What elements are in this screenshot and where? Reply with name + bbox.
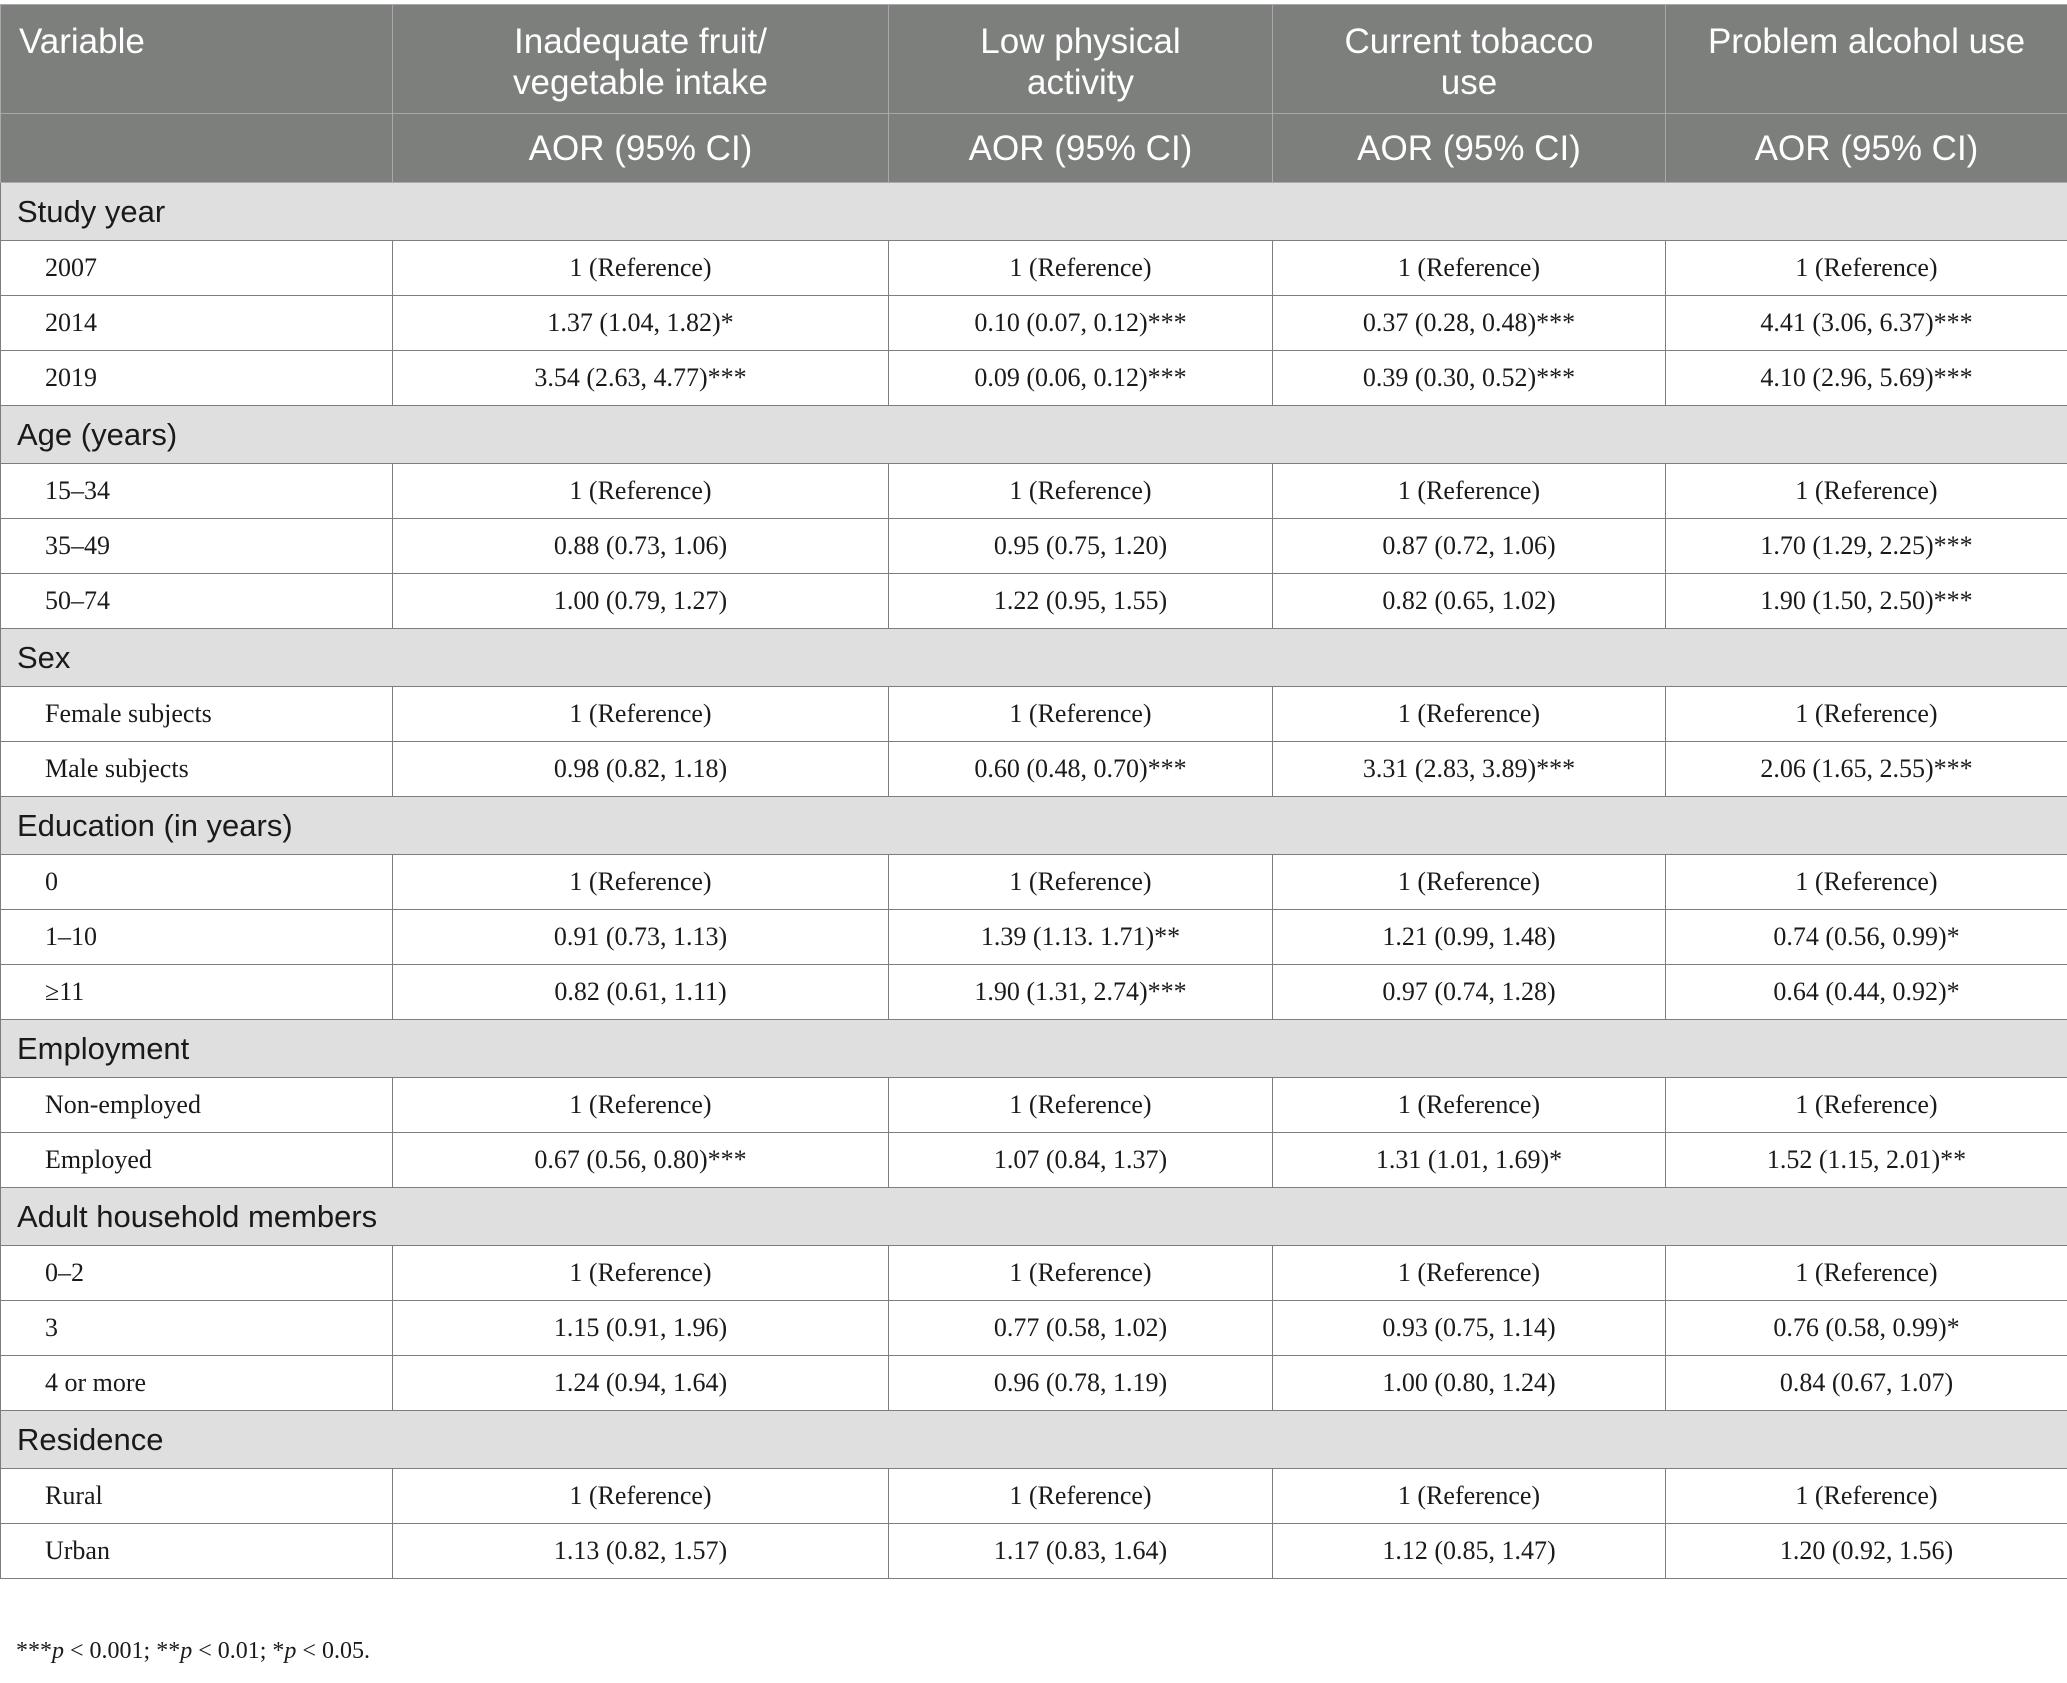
aor-cell: 1 (Reference): [889, 855, 1273, 910]
table-row: [1, 910, 2067, 965]
aor-cell: 1 (Reference): [889, 1469, 1273, 1524]
aor-cell: 3.54 (2.63, 4.77)***: [393, 351, 889, 406]
row-label: 0–2: [1, 1246, 393, 1301]
table-row: [1, 519, 2067, 574]
header-tobacco-label: Current tobacco use: [1344, 22, 1594, 102]
aor-cell: 1 (Reference): [889, 687, 1273, 742]
row-label: 4 or more: [1, 1356, 393, 1411]
row-label: Female subjects: [1, 687, 393, 742]
aor-cell: 1 (Reference): [1273, 1078, 1666, 1133]
group-title: Residence: [1, 1411, 2067, 1469]
aor-cell: 1 (Reference): [393, 1246, 889, 1301]
table-row: [1, 574, 2067, 629]
aor-cell: 1 (Reference): [1273, 1469, 1666, 1524]
table-row: [1, 1356, 2067, 1411]
table-row: [1, 965, 2067, 1020]
group-row: [1, 1188, 2067, 1246]
table-row: [1, 742, 2067, 797]
header-fruit-vegetable: [393, 5, 889, 114]
aor-cell: 4.41 (3.06, 6.37)***: [1666, 296, 2067, 351]
row-label: Rural: [1, 1469, 393, 1524]
row-label: ≥11: [1, 965, 393, 1020]
aor-cell: 0.67 (0.56, 0.80)***: [393, 1133, 889, 1188]
aor-cell: 1 (Reference): [1666, 1078, 2067, 1133]
aor-cell: 0.82 (0.65, 1.02): [1273, 574, 1666, 629]
aor-cell: 1 (Reference): [889, 241, 1273, 296]
aor-cell: 1.24 (0.94, 1.64): [393, 1356, 889, 1411]
group-title: Sex: [1, 629, 2067, 687]
aor-cell: 1.15 (0.91, 1.96): [393, 1301, 889, 1356]
aor-cell: 3.31 (2.83, 3.89)***: [1273, 742, 1666, 797]
header-row-aor: [1, 114, 2067, 183]
aor-cell: 1 (Reference): [889, 464, 1273, 519]
header-blank: [1, 114, 393, 183]
aor-cell: 1 (Reference): [1666, 1469, 2067, 1524]
aor-cell: 1 (Reference): [889, 1246, 1273, 1301]
aor-cell: 0.93 (0.75, 1.14): [1273, 1301, 1666, 1356]
table-row: [1, 464, 2067, 519]
group-row: [1, 629, 2067, 687]
aor-cell: 2.06 (1.65, 2.55)***: [1666, 742, 2067, 797]
group-title: Adult household members: [1, 1188, 2067, 1246]
group-title: Employment: [1, 1020, 2067, 1078]
header-physical-activity: [889, 5, 1273, 114]
aor-cell: 1 (Reference): [1666, 1246, 2067, 1301]
table-row: [1, 1246, 2067, 1301]
aor-cell: 1.52 (1.15, 2.01)**: [1666, 1133, 2067, 1188]
row-label: 35–49: [1, 519, 393, 574]
aor-cell: 0.60 (0.48, 0.70)***: [889, 742, 1273, 797]
aor-cell: 0.91 (0.73, 1.13): [393, 910, 889, 965]
aor-cell: 0.98 (0.82, 1.18): [393, 742, 889, 797]
header-row-titles: [1, 5, 2067, 114]
aor-cell: 0.64 (0.44, 0.92)*: [1666, 965, 2067, 1020]
row-label: 2014: [1, 296, 393, 351]
aor-cell: 1.07 (0.84, 1.37): [889, 1133, 1273, 1188]
group-row: [1, 183, 2067, 241]
aor-cell: 1.20 (0.92, 1.56): [1666, 1524, 2067, 1579]
row-label: Urban: [1, 1524, 393, 1579]
row-label: Employed: [1, 1133, 393, 1188]
aor-cell: 1.37 (1.04, 1.82)*: [393, 296, 889, 351]
aor-cell: 0.37 (0.28, 0.48)***: [1273, 296, 1666, 351]
row-label: 50–74: [1, 574, 393, 629]
table-row: [1, 1133, 2067, 1188]
aor-cell: 1 (Reference): [889, 1078, 1273, 1133]
aor-cell: 0.09 (0.06, 0.12)***: [889, 351, 1273, 406]
aor-cell: 0.97 (0.74, 1.28): [1273, 965, 1666, 1020]
header-aor: AOR (95% CI): [889, 114, 1273, 183]
table-row: [1, 855, 2067, 910]
table-row: [1, 296, 2067, 351]
aor-cell: 1 (Reference): [1273, 1246, 1666, 1301]
aor-cell: 1.70 (1.29, 2.25)***: [1666, 519, 2067, 574]
header-alcohol-label: Problem alcohol use: [1707, 22, 2026, 61]
aor-cell: 1.12 (0.85, 1.47): [1273, 1524, 1666, 1579]
aor-cell: 0.96 (0.78, 1.19): [889, 1356, 1273, 1411]
regression-table: [0, 4, 2067, 1579]
table-body: [1, 183, 2067, 1579]
row-label: Non-employed: [1, 1078, 393, 1133]
aor-cell: 1.31 (1.01, 1.69)*: [1273, 1133, 1666, 1188]
aor-cell: 1 (Reference): [1273, 241, 1666, 296]
group-row: [1, 1411, 2067, 1469]
header-aor: AOR (95% CI): [1273, 114, 1666, 183]
row-label: 3: [1, 1301, 393, 1356]
aor-cell: 1.17 (0.83, 1.64): [889, 1524, 1273, 1579]
aor-cell: 1 (Reference): [1273, 855, 1666, 910]
regression-table-container: [0, 4, 2067, 1579]
table-row: [1, 1301, 2067, 1356]
aor-cell: 1.90 (1.31, 2.74)***: [889, 965, 1273, 1020]
header-aor: AOR (95% CI): [1666, 114, 2067, 183]
group-title: Age (years): [1, 406, 2067, 464]
row-label: 0: [1, 855, 393, 910]
aor-cell: 1 (Reference): [393, 1469, 889, 1524]
row-label: Male subjects: [1, 742, 393, 797]
aor-cell: 1.00 (0.79, 1.27): [393, 574, 889, 629]
table-row: [1, 241, 2067, 296]
row-label: 2019: [1, 351, 393, 406]
aor-cell: 0.87 (0.72, 1.06): [1273, 519, 1666, 574]
aor-cell: 0.84 (0.67, 1.07): [1666, 1356, 2067, 1411]
aor-cell: 1 (Reference): [393, 241, 889, 296]
aor-cell: 1 (Reference): [1666, 464, 2067, 519]
group-row: [1, 406, 2067, 464]
aor-cell: 1.00 (0.80, 1.24): [1273, 1356, 1666, 1411]
header-aor: AOR (95% CI): [393, 114, 889, 183]
aor-cell: 1 (Reference): [1666, 855, 2067, 910]
table-header: [1, 5, 2067, 183]
row-label: 1–10: [1, 910, 393, 965]
group-row: [1, 1020, 2067, 1078]
aor-cell: 0.10 (0.07, 0.12)***: [889, 296, 1273, 351]
aor-cell: 1 (Reference): [393, 1078, 889, 1133]
table-row: [1, 351, 2067, 406]
table-row: [1, 1524, 2067, 1579]
group-title: Education (in years): [1, 797, 2067, 855]
header-alcohol: [1666, 5, 2067, 114]
aor-cell: 1.22 (0.95, 1.55): [889, 574, 1273, 629]
aor-cell: 0.74 (0.56, 0.99)*: [1666, 910, 2067, 965]
table-row: [1, 1078, 2067, 1133]
aor-cell: 1 (Reference): [1273, 464, 1666, 519]
aor-cell: 1.13 (0.82, 1.57): [393, 1524, 889, 1579]
group-title: Study year: [1, 183, 2067, 241]
aor-cell: 1.90 (1.50, 2.50)***: [1666, 574, 2067, 629]
aor-cell: 0.82 (0.61, 1.11): [393, 965, 889, 1020]
header-fruit-vegetable-label: Inadequate fruit/ vegetable intake: [513, 22, 768, 102]
table-row: [1, 1469, 2067, 1524]
aor-cell: 1.21 (0.99, 1.48): [1273, 910, 1666, 965]
header-tobacco: [1273, 5, 1666, 114]
aor-cell: 1 (Reference): [1273, 687, 1666, 742]
header-physical-activity-label: Low physical activity: [980, 22, 1181, 102]
aor-cell: 1 (Reference): [393, 687, 889, 742]
aor-cell: 1 (Reference): [393, 464, 889, 519]
row-label: 2007: [1, 241, 393, 296]
header-variable: Variable: [1, 5, 393, 114]
aor-cell: 1 (Reference): [393, 855, 889, 910]
aor-cell: 0.76 (0.58, 0.99)*: [1666, 1301, 2067, 1356]
aor-cell: 0.39 (0.30, 0.52)***: [1273, 351, 1666, 406]
group-row: [1, 797, 2067, 855]
aor-cell: 1 (Reference): [1666, 687, 2067, 742]
aor-cell: 0.77 (0.58, 1.02): [889, 1301, 1273, 1356]
aor-cell: 4.10 (2.96, 5.69)***: [1666, 351, 2067, 406]
aor-cell: 0.95 (0.75, 1.20): [889, 519, 1273, 574]
aor-cell: 0.88 (0.73, 1.06): [393, 519, 889, 574]
row-label: 15–34: [1, 464, 393, 519]
aor-cell: 1 (Reference): [1666, 241, 2067, 296]
aor-cell: 1.39 (1.13. 1.71)**: [889, 910, 1273, 965]
significance-footnote: ***p < 0.001; **p < 0.01; *p < 0.05.: [16, 1638, 370, 1664]
table-row: [1, 687, 2067, 742]
